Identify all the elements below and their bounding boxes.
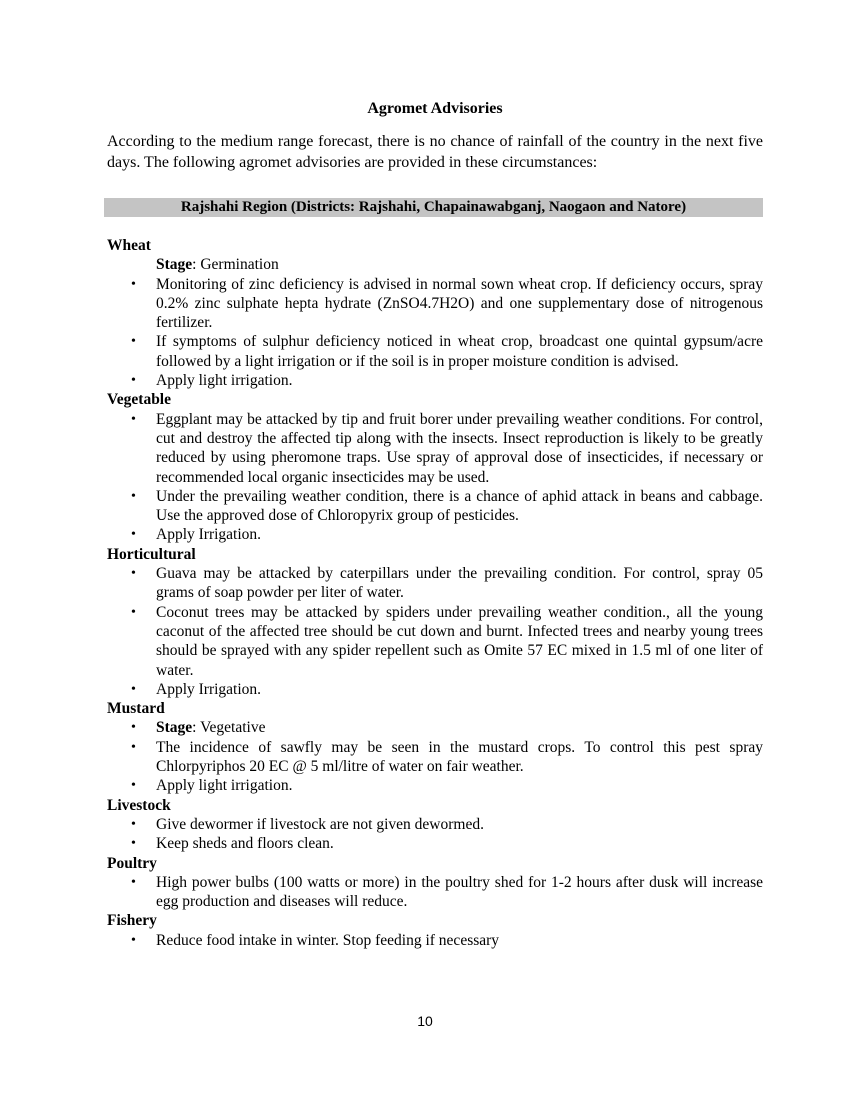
bullet-icon: • [131, 836, 136, 852]
list-item-text: If symptoms of sulphur deficiency noticed in wheat crop, broadcast one quintal gypsum/acre followed by a light irrigation or if the soil is in proper moisture condition is advised. [156, 333, 763, 370]
stage-line-wheat [107, 255, 763, 274]
list-item [107, 371, 763, 390]
advisory-list-horticultural [107, 564, 763, 699]
bullet-icon: • [131, 932, 136, 948]
section-heading-horticultural: Horticultural [107, 545, 196, 563]
page-title: Agromet Advisories [367, 100, 503, 117]
list-item-text: Eggplant may be attacked by tip and fruit borer under prevailing weather conditions. For control, cut and destroy the affected tip along with the insects. Insect reproduction is likely to be greatly reduced by using pheromone traps. Use spray of approval dose of insecticides, if necessary or recommended local organic insecticides may be used. [156, 410, 763, 486]
intro-paragraph: According to the medium range forecast, there is no chance of rainfall of the country in the next five days. The following agromet advisories are provided in these circumstances: [107, 133, 763, 171]
bullet-icon: • [131, 566, 136, 582]
bullet-icon: • [131, 778, 136, 794]
list-item [107, 815, 763, 834]
page-number: 10 [417, 1013, 433, 1029]
bullet-icon: • [131, 527, 136, 543]
list-item-text: High power bulbs (100 watts or more) in the poultry shed for 1-2 hours after dusk will increase egg production and diseases will reduce. [156, 873, 763, 911]
advisory-list-livestock [107, 815, 763, 854]
stage-value: : Vegetative [192, 719, 266, 737]
list-item [107, 487, 763, 526]
list-item-text: Coconut trees may be attacked by spiders under prevailing weather condition., all the young caconut of the affected tree should be cut down and burnt. Infected trees and nearby young trees should be sprayed with any spider repellent such as Omite 57 EC mixed in 1.5 ml of one liter of water. [156, 603, 763, 679]
bullet-icon: • [131, 816, 136, 832]
list-item [107, 525, 763, 544]
advisory-list-mustard [107, 718, 763, 795]
list-item-text: Apply light irrigation. [156, 777, 293, 795]
bullet-icon: • [131, 411, 136, 427]
region-header: Rajshahi Region (Districts: Rajshahi, Chapainawabganj, Naogaon and Natore) [104, 198, 763, 217]
advisory-list-vegetable [107, 410, 763, 545]
stage-value: : Germination [192, 256, 279, 274]
list-item-text: Give dewormer if livestock are not given dewormed. [156, 815, 484, 833]
list-item [107, 332, 763, 371]
bullet-icon: • [131, 334, 136, 350]
bullet-icon: • [131, 604, 136, 620]
section-heading-livestock: Livestock [107, 796, 171, 814]
section-heading-wheat: Wheat [107, 237, 151, 254]
list-item-text: Apply light irrigation. [156, 372, 293, 390]
list-item-stage [107, 718, 763, 737]
list-item [107, 564, 763, 603]
list-item [107, 603, 763, 680]
list-item [107, 275, 763, 333]
section-heading-vegetable: Vegetable [107, 391, 171, 409]
list-item-text: Apply Irrigation. [156, 526, 262, 544]
stage-label: Stage [156, 256, 193, 274]
list-item-text: Keep sheds and floors clean. [156, 835, 334, 853]
list-item-text: Guava may be attacked by caterpillars under the prevailing condition. For control, spray 05 grams of soap powder per liter of water. [156, 565, 763, 602]
advisory-list-wheat [107, 275, 763, 391]
bullet-icon: • [131, 373, 136, 389]
list-item-text: Reduce food intake in winter. Stop feeding if necessary [156, 931, 500, 949]
advisory-list-fishery [107, 931, 763, 950]
list-item [107, 410, 763, 487]
bullet-icon: • [131, 739, 136, 755]
bullet-icon: • [131, 720, 136, 736]
section-heading-poultry: Poultry [107, 854, 157, 872]
stage-label: Stage [156, 719, 193, 737]
list-item [107, 834, 763, 853]
bullet-icon: • [131, 488, 136, 504]
list-item [107, 680, 763, 699]
advisory-list-poultry [107, 873, 763, 912]
list-item [107, 931, 763, 950]
list-item-text: Monitoring of zinc deficiency is advised in normal sown wheat crop. If deficiency occurs, spray 0.2% zinc sulphate hepta hydrate (ZnSO4.7H2O) and one supplementary dose of nitrogenous fertilizer. [156, 275, 763, 332]
list-item-text: Apply Irrigation. [156, 680, 262, 698]
list-item [107, 776, 763, 795]
list-item [107, 738, 763, 777]
advisory-content [107, 236, 763, 950]
list-item [107, 873, 763, 912]
list-item-text: Under the prevailing weather condition, there is a chance of aphid attack in beans and cabbage. Use the approved dose of Chloropyrix group of pesticides. [156, 487, 763, 525]
bullet-icon: • [131, 681, 136, 697]
bullet-icon: • [131, 276, 136, 292]
bullet-icon: • [131, 874, 136, 890]
list-item-text: The incidence of sawfly may be seen in the mustard crops. To control this pest spray Chlorpyriphos 20 EC @ 5 ml/litre of water on fair weather. [156, 738, 763, 776]
section-heading-mustard: Mustard [107, 700, 165, 718]
section-heading-fishery: Fishery [107, 912, 157, 930]
